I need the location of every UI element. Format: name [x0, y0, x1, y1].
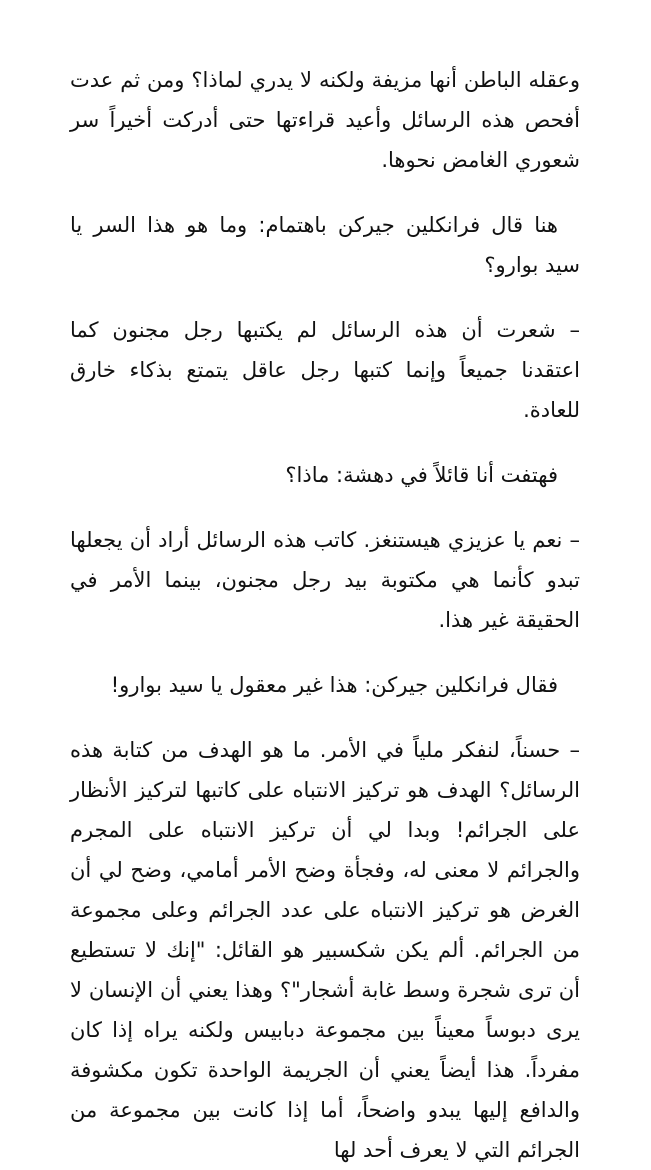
- paragraph-1: وعقله الباطن أنها مزيفة ولكنه لا يدري لماذا؟ ومن ثم عدت أفحص هذه الرسائل وأعيد قراءتها حتى أدركت أخيراً سر شعوري الغامض نحوها.: [70, 68, 580, 172]
- paragraph-5: – نعم يا عزيزي هيستنغز. كاتب هذه الرسائل أراد أن يجعلها تبدو كأنما هي مكتوبة بيد رجل مجنون، بينما الأمر في الحقيقة غير هذا.: [70, 528, 580, 632]
- paragraph-4: فهتفت أنا قائلاً في دهشة: ماذا؟: [285, 463, 558, 487]
- book-page: [70, 60, 580, 1170]
- paragraph-3: – شعرت أن هذه الرسائل لم يكتبها رجل مجنون كما اعتقدنا جميعاً وإنما كتبها رجل عاقل يتمتع بذكاء خارق للعادة.: [70, 318, 580, 422]
- paragraph-6: فقال فرانكلين جيركن: هذا غير معقول يا سيد بوارو!: [110, 673, 558, 697]
- paragraph-7: – حسناً، لنفكر ملياً في الأمر. ما هو الهدف من كتابة هذه الرسائل؟ الهدف هو تركيز الانتباه على كاتبها لتركيز الأنظار على الجرائم! وبدا لي أن تركيز الانتباه على المجرم والجرائم لا معنى له، وفجأة وضح الأمر أمامي، وضح لي أن الغرض هو تركيز الانتباه على عدد الجرائم وعلى مجموعة من الجرائم. ألم يكن شكسبير هو القائل: "إنك لا تستطيع أن ترى شجرة وسط غابة أشجار"؟ وهذا يعني أن الإنسان لا يرى دبوساً معيناً بين مجموعة دبابيس ولكنه يراه إذا كان مفرداً. هذا أيضاً يعني أن الجريمة الواحدة تكون مكشوفة والدافع إليها يبدو واضحاً، أما إذا كانت بين مجموعة من الجرائم التي لا يعرف أحد لها: [70, 738, 580, 1162]
- paragraph-2: هنا قال فرانكلين جيركن باهتمام: وما هو هذا السر يا سيد بوارو؟: [70, 213, 580, 277]
